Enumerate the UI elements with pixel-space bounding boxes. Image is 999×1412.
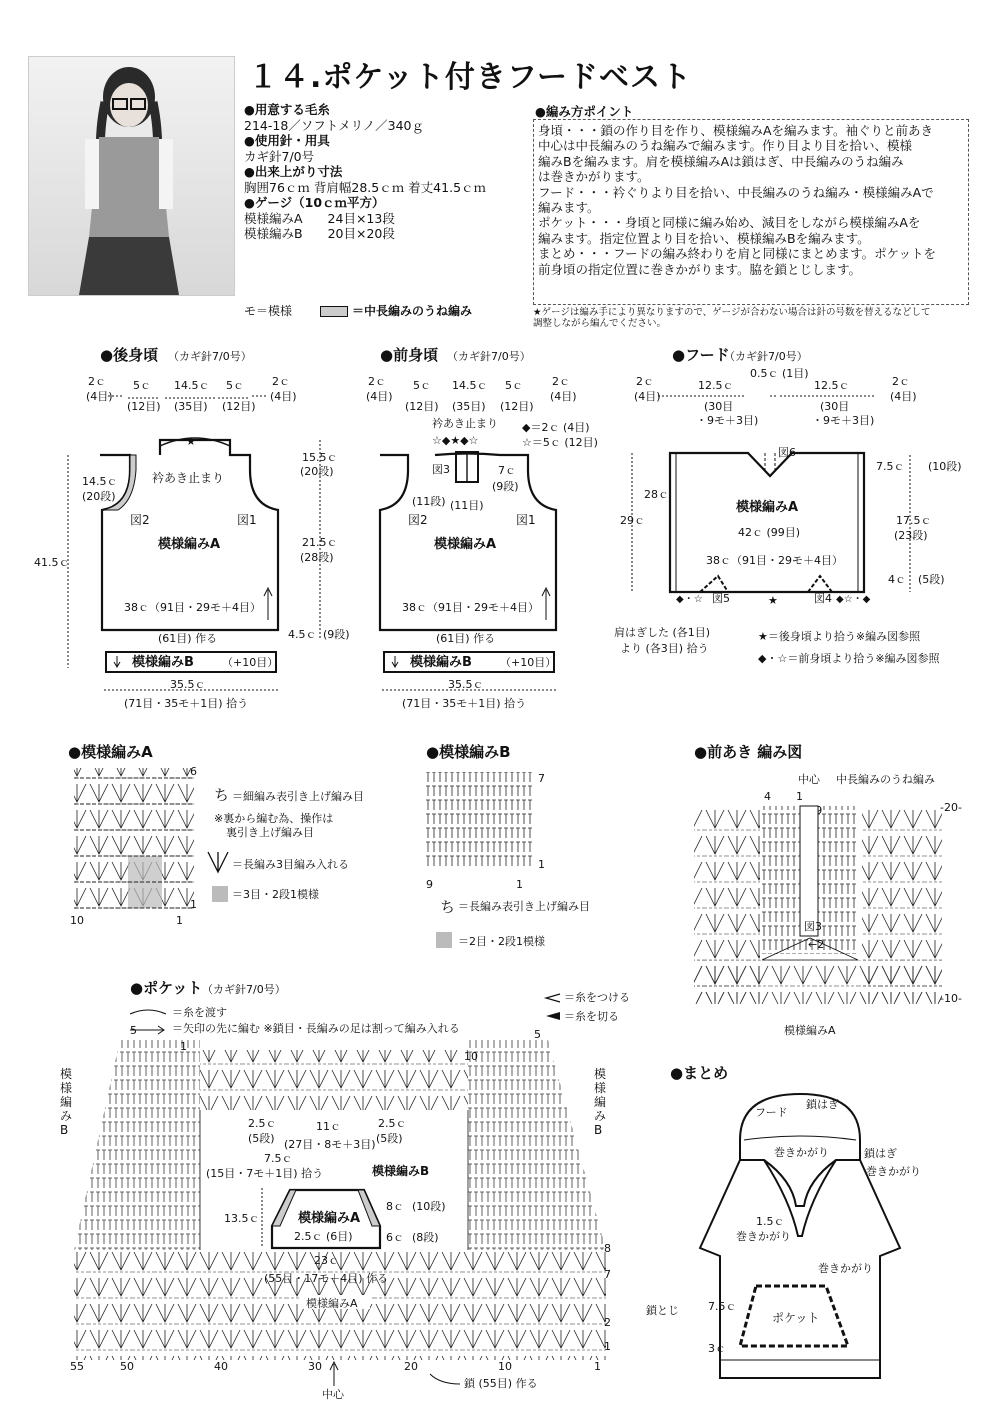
hood-heading: ●フード: [672, 346, 730, 364]
hood-count2: ・9モ＋3目): [696, 414, 759, 427]
back-bottom: 38ｃ（91目・29モ＋4目）: [124, 601, 261, 614]
side-dim: (20段): [300, 465, 334, 478]
patA-k4: ＝3目・2段1模様: [232, 888, 319, 901]
hood-marks-left: ◆・☆: [676, 594, 703, 605]
pocket-d25a2: (5段): [248, 1132, 275, 1145]
placket-patA: 模様編みA: [784, 1024, 836, 1037]
points-line: まとめ・・・フードの編み終わりを肩と同様にまとめます。ポケットを: [538, 246, 937, 262]
front-neck-stop: 衿あき止まり: [432, 417, 498, 430]
patB-row-bot: 1: [538, 858, 545, 871]
front-placket-rows: (9段): [492, 480, 519, 493]
back-heading: ●後身頃: [100, 346, 159, 364]
vchar: み: [594, 1109, 607, 1123]
hood-count: (4目): [890, 390, 917, 403]
patA-k2a: ※裏から編む為、操作は: [214, 812, 334, 825]
front-band-add: （+10目）: [500, 656, 557, 669]
hood-count: (30目: [820, 400, 850, 413]
vchar: 編: [60, 1095, 73, 1109]
front-dim: 14.5ｃ: [452, 379, 488, 392]
finish-chain-join2: 鎖はぎ: [864, 1147, 897, 1160]
hood-dim: 2ｃ: [636, 375, 654, 388]
patA-sym3: [208, 852, 228, 872]
hood-dim: 0.5ｃ (1目): [750, 367, 809, 380]
pocket-row: 8: [604, 1242, 611, 1255]
placket-r10: -10-: [940, 992, 962, 1005]
hood-count2: ・9モ＋3目): [812, 414, 875, 427]
vchar: 様: [60, 1081, 73, 1095]
pocket-d25b: 2.5ｃ: [378, 1117, 407, 1130]
front-bottom: 38ｃ（91目・29モ＋4目）: [402, 601, 539, 614]
vchar: B: [60, 1123, 69, 1137]
pocket-d75b: (15目・7モ＋1目) 拾う: [206, 1167, 324, 1180]
placket-chu: 中長編みのうね編み: [836, 773, 935, 786]
yarn-value: 214-18／ソフトメリノ／340ｇ: [244, 117, 425, 133]
side-dim: (9段): [323, 628, 350, 641]
placket-center: 中心: [798, 773, 820, 786]
front-needle: （カギ針7/0号）: [447, 350, 531, 363]
finish-whip3: 巻きかがり: [736, 1230, 791, 1243]
hood-r2: 17.5ｃ: [896, 514, 932, 527]
patB-k2: ＝2目・2段1模様: [458, 935, 545, 948]
points-line: 編みます。: [538, 200, 600, 216]
pocket-d11: 11ｃ: [316, 1120, 341, 1133]
front-band-label: 模様編みB: [410, 655, 472, 670]
back-pattern: 模様編みA: [158, 537, 221, 552]
needle-heading: ●使用針・用具: [244, 133, 330, 148]
pocket-patB-mid: 模様編みB: [372, 1164, 430, 1178]
hood-shoulder2: より (各3目) 拾う: [620, 642, 709, 655]
placket-arrow2: ←2: [808, 938, 825, 951]
finish-d3: 3ｃ: [708, 1342, 726, 1355]
page-title: １４.ポケット付きフードベスト: [248, 60, 692, 95]
front-dim: 2ｃ: [552, 375, 570, 388]
finish-hood: フード: [755, 1106, 788, 1119]
pocket-r8b: (10段): [412, 1200, 446, 1213]
pocket-r6: 6ｃ: [386, 1231, 404, 1244]
front-count: (12目): [405, 400, 439, 413]
patB-col-r: 1: [516, 878, 523, 891]
back-dim: 2ｃ: [272, 375, 290, 388]
pocket-row: 5: [130, 1024, 137, 1037]
front-diamond-dim: ◆＝2ｃ (4目): [522, 421, 590, 434]
back-left-dim: 14.5ｃ: [82, 475, 118, 488]
front-placket-dim: 7ｃ: [498, 464, 516, 477]
finish-d75: 7.5ｃ: [708, 1300, 737, 1313]
points-line: 前身頃の指定位置に巻きかがります。脇を鎖とじします。: [538, 261, 862, 277]
patA-col-l: 10: [70, 914, 84, 927]
legend-chu: ＝中長編みのうね編み: [352, 304, 473, 318]
vchar: み: [60, 1109, 73, 1123]
front-dim: 5ｃ: [505, 379, 523, 392]
pocket-row: 2: [604, 1316, 611, 1329]
vchar: 模: [594, 1067, 607, 1081]
points-line: フード・・・衿ぐりより目を拾い、中長編みのうね編み・模様編みAで: [538, 184, 934, 200]
finish-whip2: 巻きかがり: [866, 1165, 921, 1178]
pocket-d25b2: (5段): [376, 1132, 403, 1145]
back-neck-stop: 衿あき止まり: [152, 471, 225, 485]
pocket-row: 5: [534, 1028, 541, 1041]
pocket-patB-left: [60, 1066, 72, 1137]
patA-col-r: 1: [176, 914, 183, 927]
pocket-legend-yarn: [130, 1010, 166, 1014]
hood-r3: 4ｃ: [888, 573, 906, 586]
pocket-r6b: (8段): [412, 1231, 439, 1244]
pocket-d75: 7.5ｃ: [264, 1152, 293, 1165]
back-width: 35.5ｃ: [170, 678, 206, 691]
hood-outline: [670, 453, 864, 592]
pocket-col: 10: [498, 1360, 512, 1373]
hood-legend1: ★＝後身頃より拾う※編み図参照: [758, 630, 921, 643]
back-star: ★: [186, 435, 196, 448]
hood-w42: 42ｃ (99目): [738, 526, 801, 539]
back-count: (12目): [222, 400, 256, 413]
pocket-r8: 8ｃ: [386, 1200, 404, 1213]
hood-marks-right: ◆☆・◆: [836, 594, 871, 605]
patA-swatch: [212, 886, 228, 902]
placket-opening: [800, 806, 818, 936]
front-dim: 5ｃ: [413, 379, 431, 392]
back-dim: 14.5ｃ: [174, 379, 210, 392]
points-line: 身頃・・・鎖の作り目を作り、模様編みAを編みます。袖ぐりと前あき: [538, 123, 934, 138]
front-pattern: 模様編みA: [434, 537, 497, 552]
finish-d15: 1.5ｃ: [756, 1215, 785, 1228]
hood-w38: 38ｃ（91目・29モ＋4目）: [706, 554, 843, 567]
pocket-w23: 23ｃ: [314, 1254, 339, 1267]
yarn-heading: ●用意する毛糸: [244, 102, 330, 117]
pocket-row: 10: [464, 1050, 478, 1063]
back-direction-arrow: [264, 588, 272, 620]
pocket-patA-bot: 模様編みA: [306, 1297, 358, 1310]
finish-vest: [700, 1094, 900, 1378]
hood-dim: 12.5ｃ: [698, 379, 734, 392]
patB-swatch: [436, 932, 452, 948]
back-needle: （カギ針7/0号）: [168, 350, 252, 363]
patB-col-l: 9: [426, 878, 433, 891]
hood-r1-rows: (10段): [928, 460, 962, 473]
hood-fig6: 図6: [778, 446, 796, 459]
hood-r1: 7.5ｃ: [876, 460, 905, 473]
patB-sym1: ち: [440, 898, 456, 916]
patA-k3: ＝長編み3目編み入れる: [232, 858, 349, 871]
patB-heading: ●模様編みB: [426, 743, 511, 761]
points-heading: ●編み方ポイント: [535, 104, 634, 119]
finish-whip4: 巻きかがり: [818, 1262, 873, 1275]
hood-count: (30目: [704, 400, 734, 413]
placket-fig3: 図3: [804, 920, 822, 933]
back-pickup: (71目・35モ＋1目) 拾う: [124, 697, 249, 710]
front-heading: ●前身頃: [380, 346, 439, 364]
back-count: (12目): [127, 400, 161, 413]
patA-heading: ●模様編みA: [68, 743, 153, 761]
pocket-patB-right: [594, 1066, 606, 1137]
hood-l1: 28ｃ: [644, 488, 669, 501]
pocket-cast: (55目・17モ＋4目) 作る: [264, 1272, 389, 1285]
pocket-cut: ＝糸を切る: [564, 1010, 619, 1023]
patA-row-top: 6: [190, 765, 197, 778]
hood-shoulder1: 肩はぎした (各1目): [614, 626, 711, 639]
back-dim: 2ｃ: [88, 375, 106, 388]
vchar: 編: [594, 1095, 607, 1109]
back-cast: (61目) 作る: [158, 632, 218, 645]
pocket-h135: 13.5ｃ: [224, 1212, 260, 1225]
patA-repeat-shade: [128, 856, 162, 908]
finish-pocket-label: ポケット: [772, 1311, 820, 1325]
hood-needle: （カギ針7/0号）: [724, 350, 808, 363]
legend-mo: モ＝模様: [244, 304, 293, 318]
patB-k1: ＝長編み表引き上げ編み目: [458, 900, 590, 913]
pocket-row: 1: [180, 1040, 187, 1053]
placket-heading: ●前あき 編み図: [694, 743, 803, 761]
points-line: 編みます。指定位置より目を拾い、模様編みBを編みます。: [538, 230, 870, 246]
pocket-col: 1: [594, 1360, 601, 1373]
pocket-col: 40: [214, 1360, 228, 1373]
side-dim: (28段): [300, 551, 334, 564]
patA-sym1: ち: [214, 786, 230, 804]
hood-pattern: 模様編みA: [736, 500, 799, 515]
vchar: 模: [60, 1067, 73, 1081]
front-neck-marks: ☆◆★◆☆: [432, 434, 479, 447]
pocket-d25a: 2.5ｃ: [248, 1117, 277, 1130]
side-dim: 4.5ｃ: [288, 628, 317, 641]
finish-whip1: 巻きかがり: [774, 1146, 829, 1159]
front-fig3: 図3: [432, 463, 450, 476]
hood-dim: 12.5ｃ: [814, 379, 850, 392]
pocket-col: 50: [120, 1360, 134, 1373]
front-count: (12目): [500, 400, 534, 413]
pocket-col: 55: [70, 1360, 84, 1373]
hood-fig5: 図5: [712, 592, 730, 605]
hood-star: ★: [768, 594, 778, 607]
gauge-b: 模様編みB 20目×20段: [244, 226, 395, 241]
pocket-needle: （カギ針7/0号）: [202, 983, 286, 996]
pocket-heading: ●ポケット: [130, 979, 203, 997]
front-pickup: (71目・35モ＋1目) 拾う: [402, 697, 527, 710]
note-line: ★ゲージは編み手により異なりますので、ゲージが合わない場合は針の号数を替えるなどして: [533, 307, 931, 318]
needle-value: カギ針7/0号: [244, 148, 315, 164]
back-count: (4目): [86, 390, 113, 403]
vchar: 様: [594, 1081, 607, 1095]
front-star-dim: ☆＝5ｃ (12目): [522, 436, 598, 449]
points-line: 中心は中長編みのうね編みで編みます。作り目より目を拾い、模様: [538, 138, 913, 154]
body-side-dims: [288, 440, 350, 641]
front-count: (4目): [550, 390, 577, 403]
hood-l2: 29ｃ: [620, 514, 645, 527]
hood-legend2: ◆・☆＝前身頃より拾う※編み図参照: [758, 652, 940, 665]
front-cast: (61目) 作る: [436, 632, 496, 645]
placket-r20: -20-: [940, 801, 962, 814]
patA-k1: ＝細編み表引き上げ編み目: [232, 790, 364, 803]
front-st11: (11目): [450, 499, 484, 512]
hood-r3-rows: (5段): [918, 573, 945, 586]
placket-n4: 4: [764, 790, 771, 803]
cut-icon: [546, 1012, 560, 1020]
back-dim: 5ｃ: [133, 379, 151, 392]
hood-count: (4目): [634, 390, 661, 403]
side-dim: 21.5ｃ: [302, 536, 338, 549]
gauge-a: 模様編みA 24目×13段: [244, 210, 395, 226]
back-fig2: 図2: [130, 513, 150, 527]
pocket-col: 20: [404, 1360, 418, 1373]
hood-top-dims: [634, 367, 917, 427]
points-line: は巻きかがります。: [538, 169, 650, 185]
patB-chart: [424, 772, 532, 868]
front-top-dims: [366, 375, 577, 413]
back-dim: 5ｃ: [226, 379, 244, 392]
back-left-rows: (20段): [82, 490, 116, 503]
size-heading: ●出来上がり寸法: [244, 164, 343, 179]
back-fig1: 図1: [237, 513, 257, 527]
pocket-chain: 鎖 (55目) 作る: [464, 1377, 538, 1390]
front-fig2: 図2: [408, 513, 428, 527]
pocket-row: 7: [604, 1268, 611, 1281]
hood-r2-rows: (23段): [894, 529, 928, 542]
pocket-row: 1: [604, 1340, 611, 1353]
hood-dim: 2ｃ: [892, 375, 910, 388]
points-line: 編みBを編みます。肩を模様編みAは鎖はぎ、中長編みのうね編み: [538, 153, 904, 169]
finish-heading: ●まとめ: [670, 1064, 729, 1082]
pocket-d25c: 2.5ｃ (6目): [294, 1230, 353, 1243]
finish-chain-join: 鎖はぎ: [806, 1098, 839, 1111]
hood-fig4: 図4: [814, 592, 832, 605]
front-count: (4目): [366, 390, 393, 403]
pocket-col: 30: [308, 1360, 322, 1373]
back-count: (35目): [174, 400, 208, 413]
attach-icon: [546, 994, 560, 1002]
finish-side: 鎖とじ: [646, 1304, 679, 1317]
pocket-k2: ＝矢印の先に編む ※鎖目・長編みの足は割って編み入れる: [172, 1022, 460, 1035]
pocket-attach: ＝糸をつける: [564, 991, 630, 1004]
back-band-label: 模様編みB: [132, 655, 194, 670]
patA-k2b: 裏引き上げ編み目: [226, 826, 314, 839]
back-top-dims: [86, 375, 297, 413]
side-dim: 15.5ｃ: [302, 451, 338, 464]
back-band-add: （+10目）: [222, 656, 279, 669]
vchar: B: [594, 1123, 603, 1137]
placket-bottom-chart: [694, 960, 942, 1004]
front-dim: 2ｃ: [368, 375, 386, 388]
front-width: 35.5ｃ: [448, 678, 484, 691]
back-count: (4目): [270, 390, 297, 403]
pocket-k1: ＝糸を渡す: [172, 1006, 227, 1019]
front-fig1: 図1: [516, 513, 536, 527]
patB-row-top: 7: [538, 772, 545, 785]
front-rows11: (11段): [412, 495, 446, 508]
pocket-d11b: (27目・8モ＋3目): [284, 1138, 376, 1151]
size-value: 胸囲76ｃｍ 背肩幅28.5ｃｍ 着丈41.5ｃｍ: [244, 179, 487, 195]
patA-row-bot: 1: [190, 898, 197, 911]
pocket-inner: 模様編みA: [298, 1211, 361, 1226]
placket-n1: 1: [796, 790, 803, 803]
gauge-heading: ●ゲージ（10ｃｍ平方）: [244, 195, 385, 210]
back-total-height: 41.5ｃ: [34, 556, 70, 569]
front-count: (35目): [452, 400, 486, 413]
points-line: ポケット・・・身頃と同様に編み始め、減目をしながら模様編みAを: [538, 215, 921, 231]
note-line: 調整しながら編んでください。: [533, 318, 667, 329]
pocket-center: 中心: [322, 1388, 344, 1401]
